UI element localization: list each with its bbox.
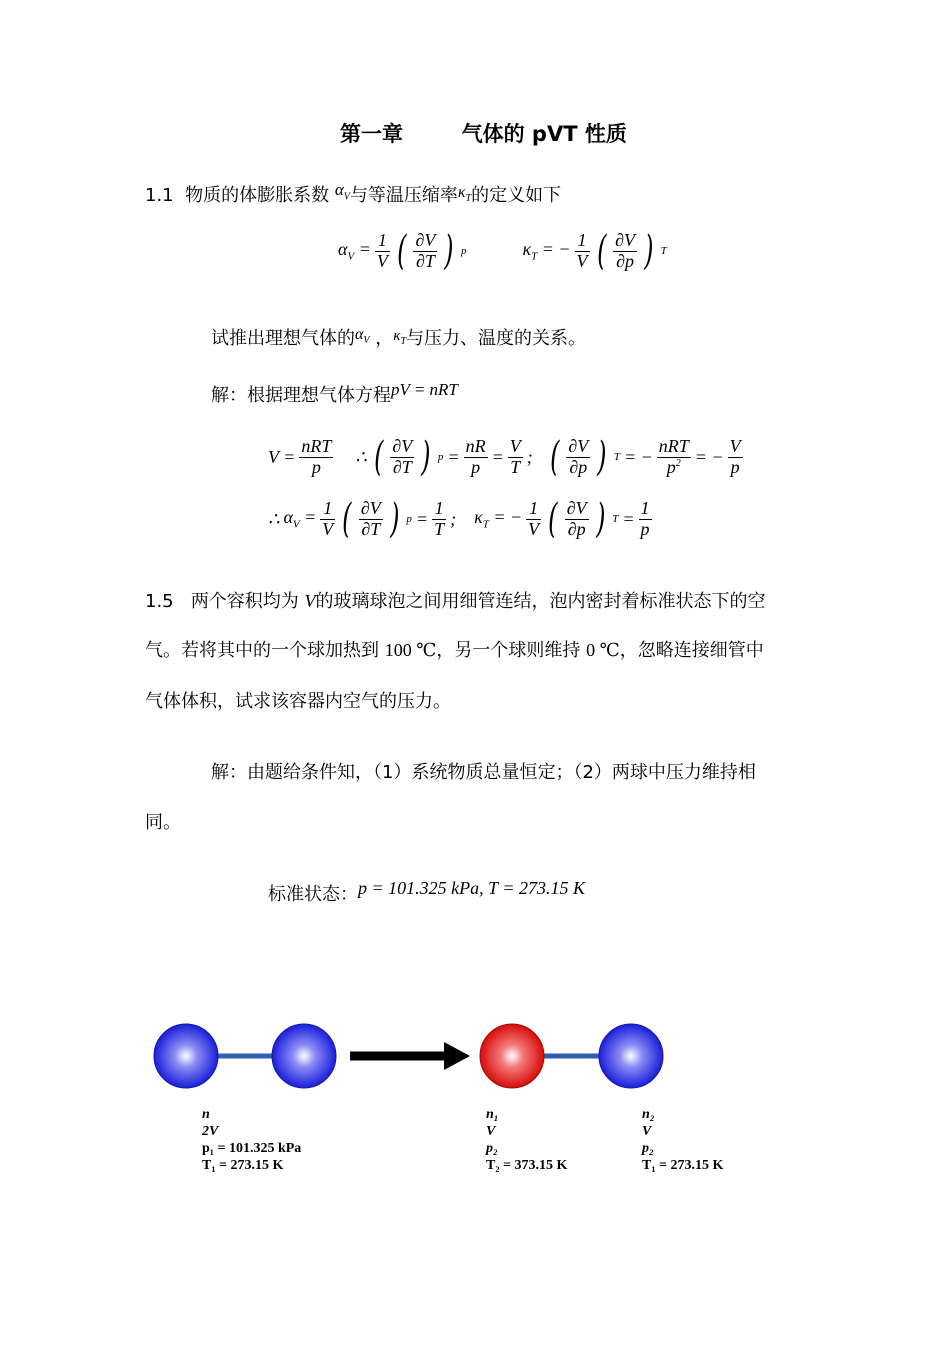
- label-middle-t: T₂ = 373.15 K: [486, 1158, 568, 1173]
- volume-symbol: V: [304, 591, 316, 611]
- standard-state-value: p = 101.325 kPa, T = 273.15 K: [358, 878, 585, 898]
- ideal-gas-equation: pV = nRT: [391, 380, 458, 399]
- task-text: 与压力、温度的关系。: [406, 328, 587, 349]
- label-middle-n: n₁: [486, 1107, 499, 1122]
- kappa-symbol: κT: [393, 328, 407, 347]
- bulb-left-1: [154, 1024, 218, 1088]
- statement-text: 的定义如下: [471, 185, 562, 206]
- label-right-n: n₂: [642, 1107, 655, 1122]
- derivation-line-1: V = $\frac{\text{nRT}}{p}$ ∴ ( $\frac{\partial V}{\partial T}$ ) p = $\frac{nR}{p}$ = $\frac{V}{T}$ ; ( $\frac{\partial V}{\partial p}$ ) T = − $\frac{\text{nRT}}{p^2}$ = − $\frac{V}{p}$: [268, 434, 741, 480]
- task-separator: ，: [375, 328, 394, 349]
- chapter-label: 第一章: [340, 122, 403, 146]
- label-middle: [486, 1106, 567, 1174]
- temperature-value: 100 ℃: [384, 640, 437, 660]
- statement-text: 的玻璃球泡之间用细管连结，泡内密封着标准状态下的空: [315, 591, 766, 612]
- label-right-p: p₂: [642, 1141, 654, 1156]
- label-left-n: n: [202, 1107, 210, 1122]
- statement-text: 两个容积均为: [190, 591, 299, 612]
- problem-1-5-solution-line-1: 解：由题给条件知，（1）系统物质总量恒定；（2）两球中压力维持相: [211, 762, 756, 783]
- problem-number: 1.1: [145, 185, 174, 206]
- statement-text: ，另一个球则维持: [436, 640, 581, 661]
- label-left-v: 2V: [202, 1124, 219, 1139]
- problem-1-5-line-3: 气体体积，试求该容器内空气的压力。: [145, 691, 451, 712]
- bulb-cold: [599, 1024, 663, 1088]
- label-left: [202, 1106, 301, 1174]
- standard-state-label: 标准状态：: [268, 884, 358, 905]
- bulb-left-2: [272, 1024, 336, 1088]
- kappa-symbol: $\kappa_T$: [457, 184, 472, 205]
- alpha-symbol: $\alpha_V$: [355, 326, 370, 347]
- problem-1-5-solution-line-2: 同。: [145, 812, 181, 833]
- problem-number: 1.5: [145, 591, 174, 612]
- arrow-head-icon: [444, 1042, 470, 1070]
- statement-text: 气。若将其中的一个球加热到: [145, 640, 379, 661]
- label-right-t: T₁ = 273.15 K: [642, 1158, 724, 1173]
- alpha-symbol: $\alpha_V$: [334, 180, 350, 203]
- statement-text: 物质的体膨胀系数: [185, 185, 330, 206]
- task-text: 试推出理想气体的: [211, 328, 355, 349]
- definition-formulas: $\alpha_V$ = $\frac{1}{V}$ ( $\frac{\partial V}{\partial T}$ ) p $\kappa_T$ = − $\frac{1}{V}$ ( $\frac{\partial V}{\partial p}$ ) T: [338, 228, 667, 274]
- solution-text: 解：根据理想气体方程: [211, 385, 391, 406]
- statement-text: ，忽略连接细管中: [619, 640, 764, 661]
- bulb-heated: [480, 1024, 544, 1088]
- label-middle-v: V: [486, 1124, 496, 1139]
- chapter-topic: 气体的 pVT 性质: [461, 122, 627, 146]
- label-right: [642, 1106, 723, 1174]
- label-left-t: T₁ = 273.15 K: [202, 1158, 284, 1173]
- statement-text: 与等温压缩率: [349, 185, 458, 206]
- derivation-line-2: ∴ $\alpha_V$ = $\frac{1}{V}$ ( $\frac{\partial V}{\partial T}$ ) p = $\frac{1}{T}$ ; $\kappa_T$ = − $\frac{1}{V}$ ( $\frac{\partial V}{\partial p}$ ) T = $\frac{1}{p}$: [268, 496, 650, 542]
- temperature-value: 0 ℃: [586, 640, 620, 660]
- label-right-v: V: [642, 1124, 652, 1139]
- label-left-p: p₁ = 101.325 kPa: [202, 1141, 302, 1156]
- label-middle-p: p₂: [486, 1141, 498, 1156]
